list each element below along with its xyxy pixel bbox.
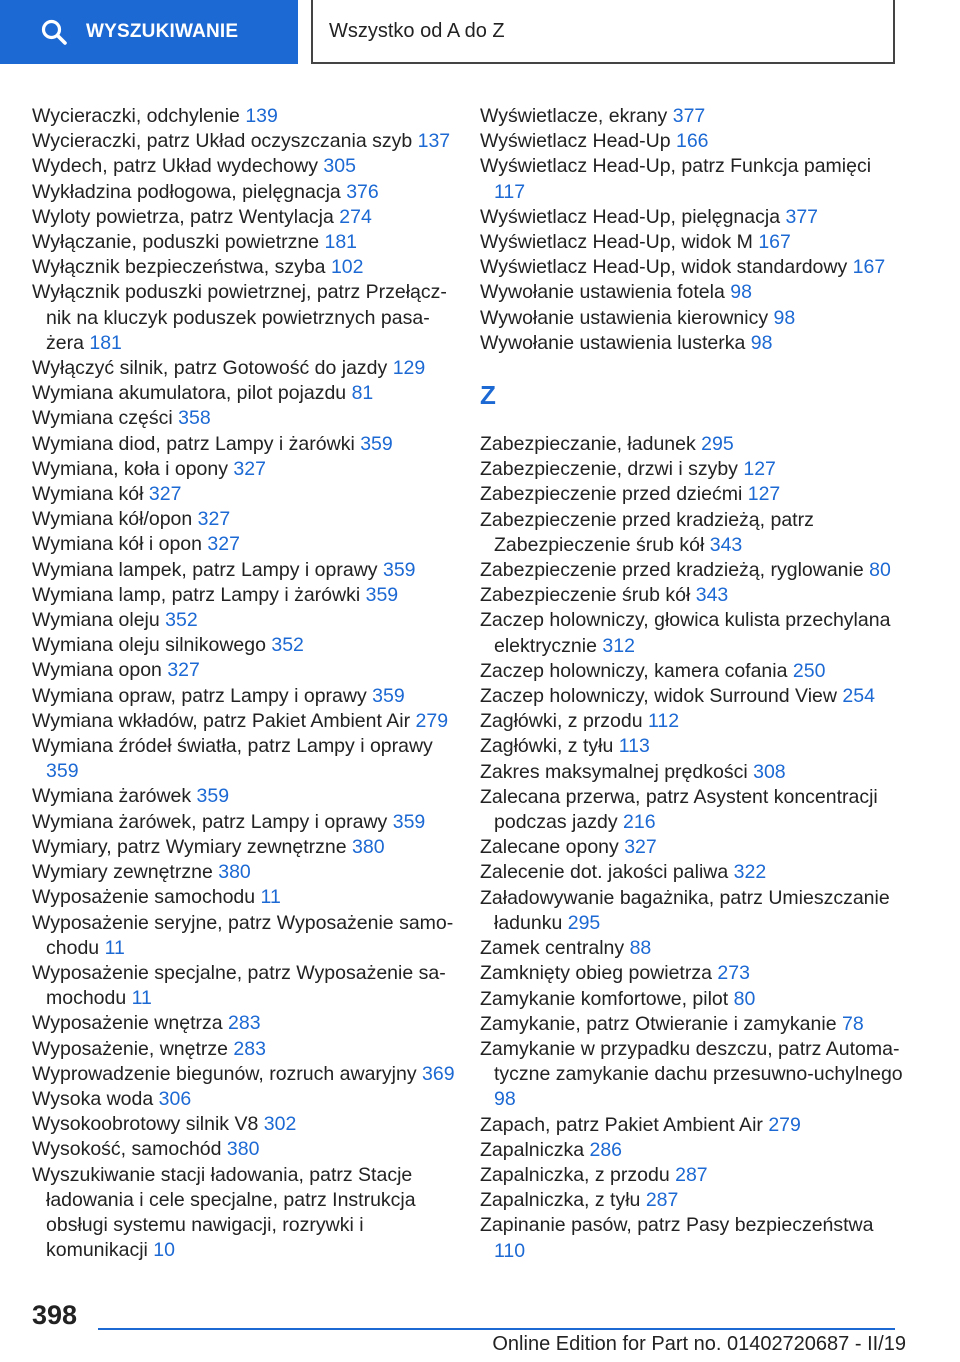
page-reference-link[interactable]: 327	[233, 457, 266, 480]
index-entry-text: Wyłącznik bezpieczeństwa, szyba	[32, 256, 326, 279]
index-entry-text: Zamykanie, patrz Otwieranie i zamykanie	[480, 1012, 837, 1035]
page-reference-link[interactable]: 286	[589, 1138, 623, 1161]
index-entry	[480, 785, 905, 835]
index-entry-text: Wyświetlacz Head-Up, pielęgnacja	[480, 205, 781, 228]
index-entry-text: Wymiana opon	[32, 659, 162, 682]
index-entry-text: Wymiana oleju silnikowego	[32, 634, 266, 657]
index-entry	[32, 180, 457, 205]
page-reference-link[interactable]: 343	[709, 533, 743, 556]
index-entry-text: Wymiana kół	[32, 483, 144, 506]
page-reference-link[interactable]: 254	[842, 685, 875, 708]
page-reference-link[interactable]: 80	[733, 987, 756, 1010]
page-reference-link[interactable]: 167	[758, 231, 791, 254]
index-entry	[32, 1163, 457, 1264]
page-reference-link[interactable]: 287	[645, 1189, 679, 1212]
index-entry-text: Zagłówki, z przodu	[480, 710, 643, 733]
page-reference-link[interactable]: 359	[365, 583, 399, 606]
index-entry-text: Wyłączyć silnik, patrz Gotowość do jazdy	[32, 357, 388, 380]
index-entry	[480, 684, 905, 709]
page-reference-link[interactable]: 352	[165, 609, 198, 632]
index-entry	[480, 432, 905, 457]
page-reference-link[interactable]: 137	[417, 130, 451, 153]
page-reference-link[interactable]: 380	[352, 835, 385, 858]
index-entry	[32, 154, 457, 179]
index-entry	[480, 457, 905, 482]
index-entry	[480, 1012, 905, 1037]
index-entry	[32, 608, 457, 633]
index-entry-text: Zapalniczka, z tyłu	[480, 1189, 641, 1212]
index-entry	[32, 381, 457, 406]
search-button[interactable]	[0, 0, 298, 64]
page-reference-link[interactable]: 327	[624, 836, 657, 859]
index-entry-text: Zapinanie pasów, patrz Pasy bezpieczeństwa	[480, 1214, 874, 1237]
index-entry-text: Wymiary zewnętrzne	[32, 861, 213, 884]
page-reference-link[interactable]: 274	[339, 205, 372, 228]
index-entry-text: Wysokoobrotowy silnik V8	[32, 1113, 259, 1136]
index-entry-text: Zamek centralny	[480, 937, 625, 960]
index-entry	[32, 129, 457, 154]
index-entry	[480, 129, 905, 154]
index-entry	[32, 911, 457, 961]
page-reference-link[interactable]: 283	[233, 1037, 266, 1060]
index-entry-text: Wykładzina podłogowa, pielęgnacja	[32, 180, 341, 203]
index-entry-text: Załadowywanie bagażnika, patrz Umieszczanie ładunku	[480, 886, 890, 934]
index-entry-text: Zalecenie dot. jakości paliwa	[480, 861, 729, 884]
index-entry	[32, 482, 457, 507]
index-entry-text: Zamykanie komfortowe, pilot	[480, 987, 729, 1010]
index-entry	[32, 961, 457, 1011]
index-entry-text: Zabezpieczenie przed kradzieżą, ryglowanie	[480, 559, 864, 582]
page-reference-link[interactable]: 295	[567, 911, 601, 934]
tab-index-label: Wszystko od A do Z	[329, 19, 505, 42]
index-entry-text: Wymiana akumulatora, pilot pojazdu	[32, 382, 347, 405]
page-reference-link[interactable]: 98	[730, 281, 752, 304]
section-letter-heading: Z	[480, 380, 496, 411]
index-entry	[32, 255, 457, 280]
page-reference-link[interactable]: 376	[346, 180, 379, 203]
index-entry	[480, 558, 905, 583]
index-entry-text: Zabezpieczenie przed dziećmi	[480, 483, 743, 506]
index-entry	[32, 784, 457, 809]
index-entry	[32, 684, 457, 709]
page-reference-link[interactable]: 343	[695, 584, 729, 607]
index-entry-text: Zapalniczka, z przodu	[480, 1163, 670, 1186]
index-entry	[32, 432, 457, 457]
page-reference-link[interactable]: 127	[743, 458, 776, 481]
index-entry-text: Wymiana kół/opon	[32, 508, 193, 531]
index-entry-text: Wyprowadzenie biegunów, rozruch awaryjny	[32, 1062, 417, 1085]
page-reference-link[interactable]: 359	[382, 558, 416, 581]
page-reference-link[interactable]: 327	[167, 659, 200, 682]
page-reference-link[interactable]: 287	[675, 1163, 708, 1186]
page-reference-link[interactable]: 166	[675, 130, 709, 153]
index-entry-text: Wymiana wkładów, patrz Pakiet Ambient Air	[32, 709, 411, 732]
page-reference-link[interactable]: 327	[207, 533, 240, 556]
index-entry	[32, 1137, 457, 1162]
page-reference-link[interactable]: 127	[747, 483, 781, 506]
index-entry	[32, 1037, 457, 1062]
index-entry	[480, 1213, 905, 1263]
index-entry	[480, 508, 905, 558]
index-entry	[480, 331, 905, 356]
index-entry	[32, 1112, 457, 1137]
index-entry-text: Wymiana kół i opon	[32, 533, 202, 556]
index-entry-text: Wywołanie ustawienia lusterka	[480, 331, 746, 354]
index-entry-text: Wyposażenie wnętrza	[32, 1012, 223, 1035]
index-entry	[32, 280, 457, 356]
index-entry	[480, 734, 905, 759]
page-reference-link[interactable]: 11	[104, 936, 125, 959]
page-reference-link[interactable]: 359	[46, 760, 79, 783]
page-reference-link[interactable]: 181	[324, 231, 358, 254]
index-entry-text: Zaczep holowniczy, kamera cofania	[480, 659, 788, 682]
index-entry	[480, 154, 905, 204]
index-entry	[480, 230, 905, 255]
index-entry	[32, 658, 457, 683]
index-column-left	[32, 104, 457, 1263]
index-entry-text: Zabezpieczenie, drzwi i szyby	[480, 458, 738, 481]
index-entry-text: Wyświetlacze, ekrany	[480, 105, 668, 127]
page-reference-link[interactable]: 359	[360, 432, 393, 455]
page-reference-link[interactable]: 81	[351, 382, 374, 405]
page-reference-link[interactable]: 327	[197, 508, 231, 531]
index-entry-text: Wyświetlacz Head-Up, widok M	[480, 231, 753, 254]
page-reference-link[interactable]: 110	[494, 1239, 526, 1262]
index-entry-text: Zabezpieczenie śrub kół	[480, 584, 691, 607]
index-entry	[32, 810, 457, 835]
index-entry	[480, 583, 905, 608]
index-entry	[480, 936, 905, 961]
page-reference-link[interactable]: 322	[733, 861, 767, 884]
page-reference-link[interactable]: 279	[768, 1113, 801, 1136]
index-entry-text: Wymiary, patrz Wymiary zewnętrzne	[32, 835, 347, 858]
page-number: 398	[32, 1300, 78, 1330]
index-entry	[32, 457, 457, 482]
page-reference-link[interactable]: 10	[153, 1239, 175, 1262]
top-bar	[0, 0, 960, 66]
page-reference-link[interactable]: 283	[228, 1012, 261, 1035]
page-reference-link[interactable]: 102	[330, 256, 364, 279]
index-entry	[480, 709, 905, 734]
index-entry-text: Zapach, patrz Pakiet Ambient Air	[480, 1113, 763, 1136]
index-entry	[480, 659, 905, 684]
index-entry	[480, 1188, 905, 1213]
page-reference-link[interactable]: 380	[218, 861, 251, 884]
page-reference-link[interactable]: 78	[841, 1012, 864, 1035]
index-entry-text: Wyświetlacz Head-Up, patrz Funkcja pamięci	[480, 155, 872, 178]
index-entry-text: Wymiana opraw, patrz Lampy i oprawy	[32, 684, 367, 707]
index-entry	[480, 608, 905, 658]
index-entry	[32, 356, 457, 381]
page-reference-link[interactable]: 139	[245, 105, 278, 127]
page-reference-link[interactable]: 359	[392, 810, 426, 833]
index-entry-text: Wydech, patrz Układ wydechowy	[32, 155, 318, 178]
index-entry	[480, 1113, 905, 1138]
index-entry	[480, 280, 905, 305]
index-entry-text: Wywołanie ustawienia fotela	[480, 281, 725, 304]
index-entry-text: Wyposażenie seryjne, patrz Wyposażenie samochodu	[32, 911, 454, 959]
index-entry-text: Zakres maksymalnej prędkości	[480, 760, 748, 783]
index-entry	[32, 104, 457, 129]
index-entry-text: Wymiana żarówek, patrz Lampy i oprawy	[32, 810, 388, 833]
index-entry-text: Wyświetlacz Head-Up	[480, 130, 671, 153]
page-reference-link[interactable]: 88	[629, 937, 652, 960]
index-entry	[480, 482, 905, 507]
index-entry-text: Zamknięty obieg powietrza	[480, 962, 712, 985]
index-entry	[480, 860, 905, 885]
index-entry	[480, 1163, 905, 1188]
index-entry	[480, 255, 905, 280]
page-reference-link[interactable]: 377	[672, 105, 706, 127]
index-entry	[32, 860, 457, 885]
index-entry	[32, 205, 457, 230]
index-entry-text: Zabezpieczanie, ładunek	[480, 433, 696, 456]
page-reference-link[interactable]: 181	[89, 331, 122, 354]
page-reference-link[interactable]: 113	[618, 735, 650, 758]
index-entry	[32, 835, 457, 860]
index-entry-text: Zabezpieczenie przed kradzieżą, patrz Zabezpieczenie śrub kół	[480, 508, 814, 556]
search-icon	[40, 18, 68, 46]
index-entry	[32, 406, 457, 431]
index-entry-text: Wymiana części	[32, 407, 173, 430]
page-reference-link[interactable]: 352	[271, 634, 304, 657]
page-reference-link[interactable]: 380	[226, 1138, 260, 1161]
page-reference-link[interactable]: 359	[372, 684, 405, 707]
index-entry-text: Wyposażenie specjalne, patrz Wyposażenie samochodu	[32, 961, 446, 1010]
index-entry-text: Zaczep holowniczy, widok Surround View	[480, 685, 837, 708]
tab-index-a-z[interactable]	[311, 0, 895, 64]
index-entry-text: Wyświetlacz Head-Up, widok standardowy	[480, 256, 848, 279]
index-entry	[480, 1138, 905, 1163]
page-reference-link[interactable]: 273	[717, 962, 750, 985]
index-entry-text: Wycieraczki, patrz Układ oczyszczania szyb	[32, 130, 413, 153]
index-entry	[480, 1037, 905, 1113]
page-reference-link[interactable]: 98	[750, 331, 773, 354]
page-reference-link[interactable]: 369	[422, 1062, 455, 1085]
index-entry	[32, 734, 457, 784]
index-entry-text: Wymiana źródeł światła, patrz Lampy i oprawy	[32, 735, 433, 758]
index-entry	[32, 1087, 457, 1112]
index-entry-text: Zagłówki, z tyłu	[480, 735, 614, 758]
index-entry-text: Wyszukiwanie stacji ładowania, patrz Stacje ładowania i cele specjalne, patrz Instrukcja obsługi systemu nawigacji, rozrywki i komunikacji	[32, 1163, 416, 1262]
page-reference-link[interactable]: 302	[263, 1113, 297, 1136]
page-reference-link[interactable]: 80	[869, 559, 891, 582]
index-entry-text: Wycieraczki, odchylenie	[32, 105, 240, 127]
index-entry-text: Wysokość, samochód	[32, 1138, 222, 1161]
index-entry-text: Wysoka woda	[32, 1087, 154, 1110]
index-entry-text: Wyposażenie, wnętrze	[32, 1037, 228, 1060]
index-entry	[480, 886, 905, 936]
page-reference-link[interactable]: 306	[158, 1087, 192, 1110]
page-reference-link[interactable]: 216	[623, 811, 656, 834]
index-entry	[480, 205, 905, 230]
index-entry	[32, 1011, 457, 1036]
index-entry	[480, 987, 905, 1012]
page-reference-link[interactable]: 117	[494, 180, 526, 203]
footer-edition-text: Online Edition for Part no. 01402720687 - II/19	[492, 1333, 906, 1355]
index-entry	[32, 583, 457, 608]
page-reference-link[interactable]: 279	[415, 709, 449, 732]
page-reference-link[interactable]: 98	[773, 306, 796, 329]
index-entry	[480, 104, 905, 129]
index-entry	[32, 1062, 457, 1087]
index-entry-text: Wymiana diod, patrz Lampy i żarówki	[32, 432, 355, 455]
footer-divider	[98, 1328, 895, 1330]
page-reference-link[interactable]: 305	[323, 155, 356, 178]
index-entry-text: Wymiana oleju	[32, 609, 160, 632]
index-entry-text: Wyloty powietrza, patrz Wentylacja	[32, 205, 334, 228]
page-reference-link[interactable]: 295	[701, 433, 734, 456]
index-entry-text: Wyłącznik poduszki powietrznej, patrz Przełącznik na kluczyk poduszek powietrznych pasażera	[32, 281, 447, 354]
index-entry-text: Zamykanie w przypadku deszczu, patrz Automatyczne zamykanie dachu przesuwno-uchylnego	[480, 1037, 903, 1086]
page-reference-link[interactable]: 250	[792, 659, 826, 682]
index-entry-text: Zapalniczka	[480, 1138, 585, 1161]
page-reference-link[interactable]: 167	[852, 256, 886, 279]
page-reference-link[interactable]: 129	[392, 357, 426, 380]
index-column-right	[480, 104, 905, 1264]
page-reference-link[interactable]: 11	[260, 886, 281, 909]
page-reference-link[interactable]: 308	[753, 760, 786, 783]
page-reference-link[interactable]: 358	[178, 407, 211, 430]
index-entry-text: Wymiana lamp, patrz Lampy i żarówki	[32, 583, 361, 606]
search-button-label: WYSZUKIWANIE	[86, 21, 239, 42]
index-entry	[480, 961, 905, 986]
page-reference-link[interactable]: 377	[785, 205, 819, 228]
index-entry	[480, 760, 905, 785]
index-entry	[480, 835, 905, 860]
index-entry-text: Wymiana, koła i opony	[32, 457, 228, 480]
index-entry	[480, 306, 905, 331]
index-entry-text: Wyłączanie, poduszki powietrzne	[32, 231, 320, 254]
page-reference-link[interactable]: 112	[648, 710, 680, 733]
page-reference-link[interactable]: 359	[196, 785, 230, 808]
index-entry-text: Wymiana żarówek	[32, 785, 192, 808]
index-entry	[32, 709, 457, 734]
page-reference-link[interactable]: 11	[131, 987, 152, 1010]
index-entry-text: Zalecana przerwa, patrz Asystent koncentracji podczas jazdy	[480, 785, 878, 834]
index-entry-text: Wymiana lampek, patrz Lampy i oprawy	[32, 558, 378, 581]
page-reference-link[interactable]: 327	[148, 483, 182, 506]
page-reference-link[interactable]: 98	[494, 1088, 516, 1111]
index-entry-text: Wywołanie ustawienia kierownicy	[480, 306, 769, 329]
index-entry-text: Zalecane opony	[480, 836, 619, 859]
index-entry-text: Wyposażenie samochodu	[32, 886, 256, 909]
index-entry	[32, 558, 457, 583]
index-entry	[32, 230, 457, 255]
index-entry-text: Zaczep holowniczy, głowica kulista przechylana elektrycznie	[480, 609, 891, 657]
index-entry	[32, 507, 457, 532]
index-entry	[32, 633, 457, 658]
page-reference-link[interactable]: 312	[602, 634, 635, 657]
index-entry	[32, 885, 457, 910]
index-entry	[32, 532, 457, 557]
